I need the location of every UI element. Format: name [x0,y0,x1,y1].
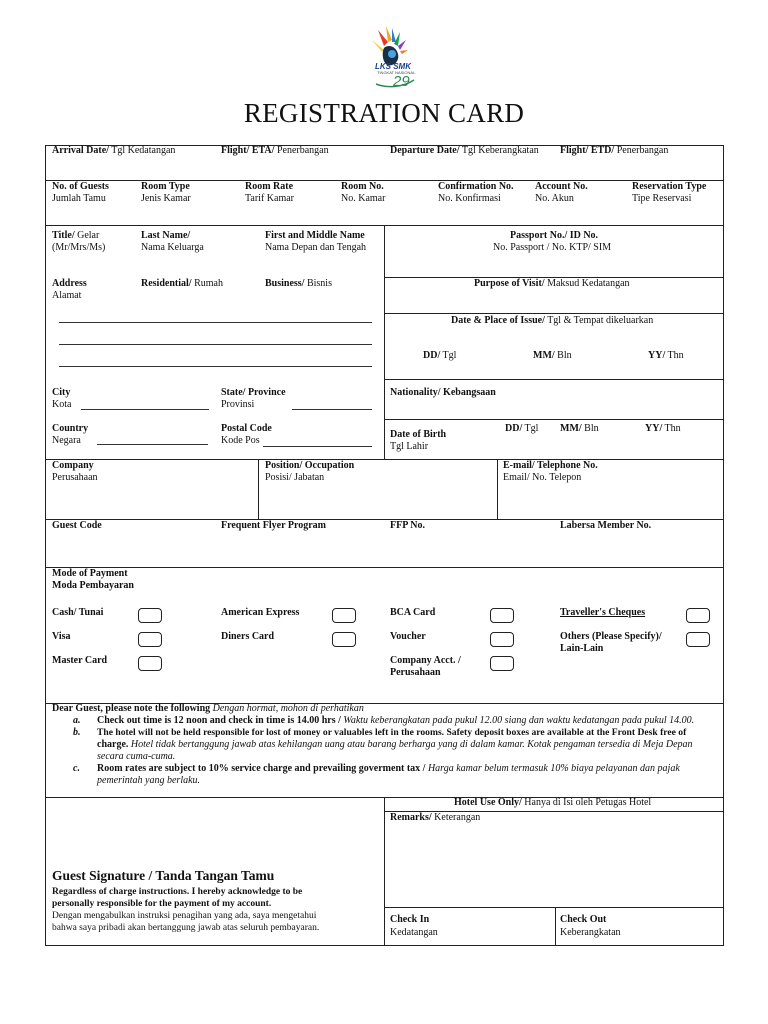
signature-text-en-1: Regardless of charge instructions. I hereby acknowledge to be [52,887,303,897]
signature-text-id-2: bahwa saya pribadi akan bertanggung jawab atas seluruh pembayaran. [52,923,320,933]
issue-label: Date & Place of Issue/ Tgl & Tempat dikeluarkan [451,315,654,326]
dob-mm-label: MM/ Bln [560,423,599,434]
payment-heading: Mode of Payment [52,568,128,579]
page-title: REGISTRATION CARD [243,98,525,128]
address-line-1[interactable] [59,322,372,323]
postal-code-label-id: Kode Pos [221,435,260,446]
issue-mm-label: MM/ Bln [533,350,572,361]
room-rate-label-id: Tarif Kamar [245,193,294,204]
residential-label: Residential/ Rumah [141,278,223,289]
hotel-use-label: Hotel Use Only/ Hanya di Isi oleh Petugas Hotel [454,797,652,808]
title-options: (Mr/Mrs/Ms) [52,242,106,253]
bca-checkbox[interactable] [490,608,514,623]
city-field[interactable] [81,409,209,410]
address-label: Address [52,278,87,289]
dob-label-id: Tgl Lahir [390,441,429,452]
country-label-id: Negara [52,435,81,446]
check-out-label: Check Out [560,914,607,925]
note-c-line1: Room rates are subject to 10% service charge and prevailing goverment tax / Harga kamar belum termasuk 10% biaya pelayanan dan pajak [97,763,680,774]
dob-label: Date of Birth [390,429,447,440]
reservation-type-label: Reservation Type [632,181,707,192]
signature-area[interactable] [47,799,382,863]
room-rate-label: Room Rate [245,181,294,192]
nationality-label: Nationality/ Kebangsaan [390,387,496,398]
arrival-date-label: Arrival Date/ Tgl Kedatangan [52,145,176,156]
state-field[interactable] [292,409,372,410]
address-label-id: Alamat [52,290,82,301]
bca-label: BCA Card [390,607,436,618]
remarks-label: Remarks/ Keterangan [390,812,481,823]
note-a: Check out time is 12 noon and check in time is 14.00 hrs / Waktu keberangkatan pada pukul 12.00 siang dan waktu kedatangan pada pukul 14.00. [97,715,695,726]
amex-label: American Express [221,607,300,618]
note-c-line2: pemerintah yang berlaku. [97,775,201,786]
note-b-line3: secara cuma-cuma. [97,751,176,762]
amex-checkbox[interactable] [332,608,356,623]
payment-heading-id: Moda Pembayaran [52,580,134,591]
state-label: State/ Province [221,387,286,398]
signature-heading: Guest Signature / Tanda Tangan Tamu [52,868,275,883]
issue-dd-label: DD/ Tgl [423,350,457,361]
postal-code-label: Postal Code [221,423,272,434]
others-label: Others (Please Specify)/ [560,631,662,642]
divider [384,797,385,945]
signature-text-en-2: personally responsible for the payment of my account. [52,899,272,909]
note-b-line2: charge. Hotel tidak bertanggung jawab atas kehilangan uang atau barang berharga yang di dalam kamar. Kotak pengaman tersedia di Meja Depan [97,739,693,750]
city-label: City [52,387,71,398]
labersa-member-label: Labersa Member No. [560,520,652,531]
divider [384,225,385,459]
visa-label: Visa [52,631,71,642]
reservation-type-label-id: Tipe Reservasi [632,193,692,204]
divider [384,907,724,908]
company-acct-checkbox[interactable] [490,656,514,671]
border-right [723,145,724,945]
others-label-id: Lain-Lain [560,643,604,654]
address-line-2[interactable] [59,344,372,345]
notes-intro: Dear Guest, please note the following Dengan hormat, mohon di perhatikan [52,703,364,714]
note-a-label: a. [73,715,81,726]
room-type-label: Room Type [141,181,190,192]
diners-label: Diners Card [221,631,275,642]
note-c-label: c. [73,763,80,774]
first-name-label-id: Nama Depan dan Tengah [265,242,367,253]
room-type-label-id: Jenis Kamar [141,193,191,204]
guests-label-id: Jumlah Tamu [52,193,106,204]
divider [45,459,724,460]
passport-label: Passport No./ ID No. [510,230,599,241]
email-label: E-mail/ Telephone No. [503,460,598,471]
dob-dd-label: DD/ Tgl [505,423,539,434]
postal-code-field[interactable] [263,446,372,447]
position-label-id: Posisi/ Jabatan [265,472,325,483]
check-out-label-id: Keberangkatan [560,927,621,938]
city-label-id: Kota [52,399,72,410]
account-label: Account No. [535,181,588,192]
divider [384,379,724,380]
account-label-id: No. Akun [535,193,574,204]
logo-text: LKS SMK [375,62,411,71]
logo-number: 29 [393,73,410,90]
departure-date-label: Departure Date/ Tgl Keberangkatan [390,145,539,156]
flight-etd-label: Flight/ ETD/ Penerbangan [560,145,669,156]
cash-label: Cash/ Tunai [52,607,104,618]
voucher-checkbox[interactable] [490,632,514,647]
company-acct-label: Company Acct. / [390,655,461,666]
passport-label-id: No. Passport / No. KTP/ SIM [493,242,612,253]
last-name-label: Last Name/ [141,230,191,241]
country-label: Country [52,423,89,434]
dob-yy-label: YY/ Thn [645,423,681,434]
issue-yy-label: YY/ Thn [648,350,684,361]
note-b-line1: The hotel will not be held responsible for lost of money or valuables left in the rooms. Safety deposit boxes are available at the Front Desk free of [97,727,687,738]
title-label: Title/ Gelar [52,230,100,241]
room-no-label-id: No. Kamar [341,193,386,204]
others-checkbox[interactable] [686,632,710,647]
diners-checkbox[interactable] [332,632,356,647]
country-field[interactable] [97,444,208,445]
master-card-label: Master Card [52,655,108,666]
ffp-program-label: Frequent Flyer Program [221,520,326,531]
purpose-label: Purpose of Visit/ Maksud Kedatangan [474,278,630,289]
ffp-no-label: FFP No. [390,520,425,531]
room-no-label: Room No. [341,181,384,192]
business-label: Business/ Bisnis [265,278,332,289]
flight-eta-label: Flight/ ETA/ Penerbangan [221,145,329,156]
address-line-3[interactable] [59,366,372,367]
visa-checkbox[interactable] [138,632,162,647]
confirmation-label-id: No. Konfirmasi [438,193,501,204]
travellers-cheques-label: Traveller's Cheques [560,607,646,618]
state-label-id: Provinsi [221,399,255,410]
guest-code-label: Guest Code [52,520,102,531]
signature-text-id-1: Dengan mengabulkan instruksi penagihan yang ada, saya mengetahui [52,911,317,921]
check-in-label-id: Kedatangan [390,927,438,938]
company-label-id: Perusahaan [52,472,98,483]
confirmation-label: Confirmation No. [438,181,514,192]
master-card-checkbox[interactable] [138,656,162,671]
divider [384,313,724,314]
divider [384,419,724,420]
position-label: Position/ Occupation [265,460,355,471]
divider [497,459,498,519]
divider [555,907,556,945]
first-name-label: First and Middle Name [265,230,365,241]
company-label: Company [52,460,94,471]
logo-subtext: TINGKAT NASIONAL [377,70,416,75]
company-acct-label-id: Perusahaan [390,667,441,678]
check-in-label: Check In [390,914,430,925]
voucher-label: Voucher [390,631,426,642]
divider [258,459,259,519]
border-bottom [45,945,724,946]
border-left [45,145,46,945]
cash-checkbox[interactable] [138,608,162,623]
note-b-label: b. [73,727,81,738]
travellers-cheques-checkbox[interactable] [686,608,710,623]
email-label-id: Email/ No. Telepon [503,472,582,483]
guests-label: No. of Guests [52,181,109,192]
divider [45,567,724,568]
last-name-label-id: Nama Keluarga [141,242,204,253]
